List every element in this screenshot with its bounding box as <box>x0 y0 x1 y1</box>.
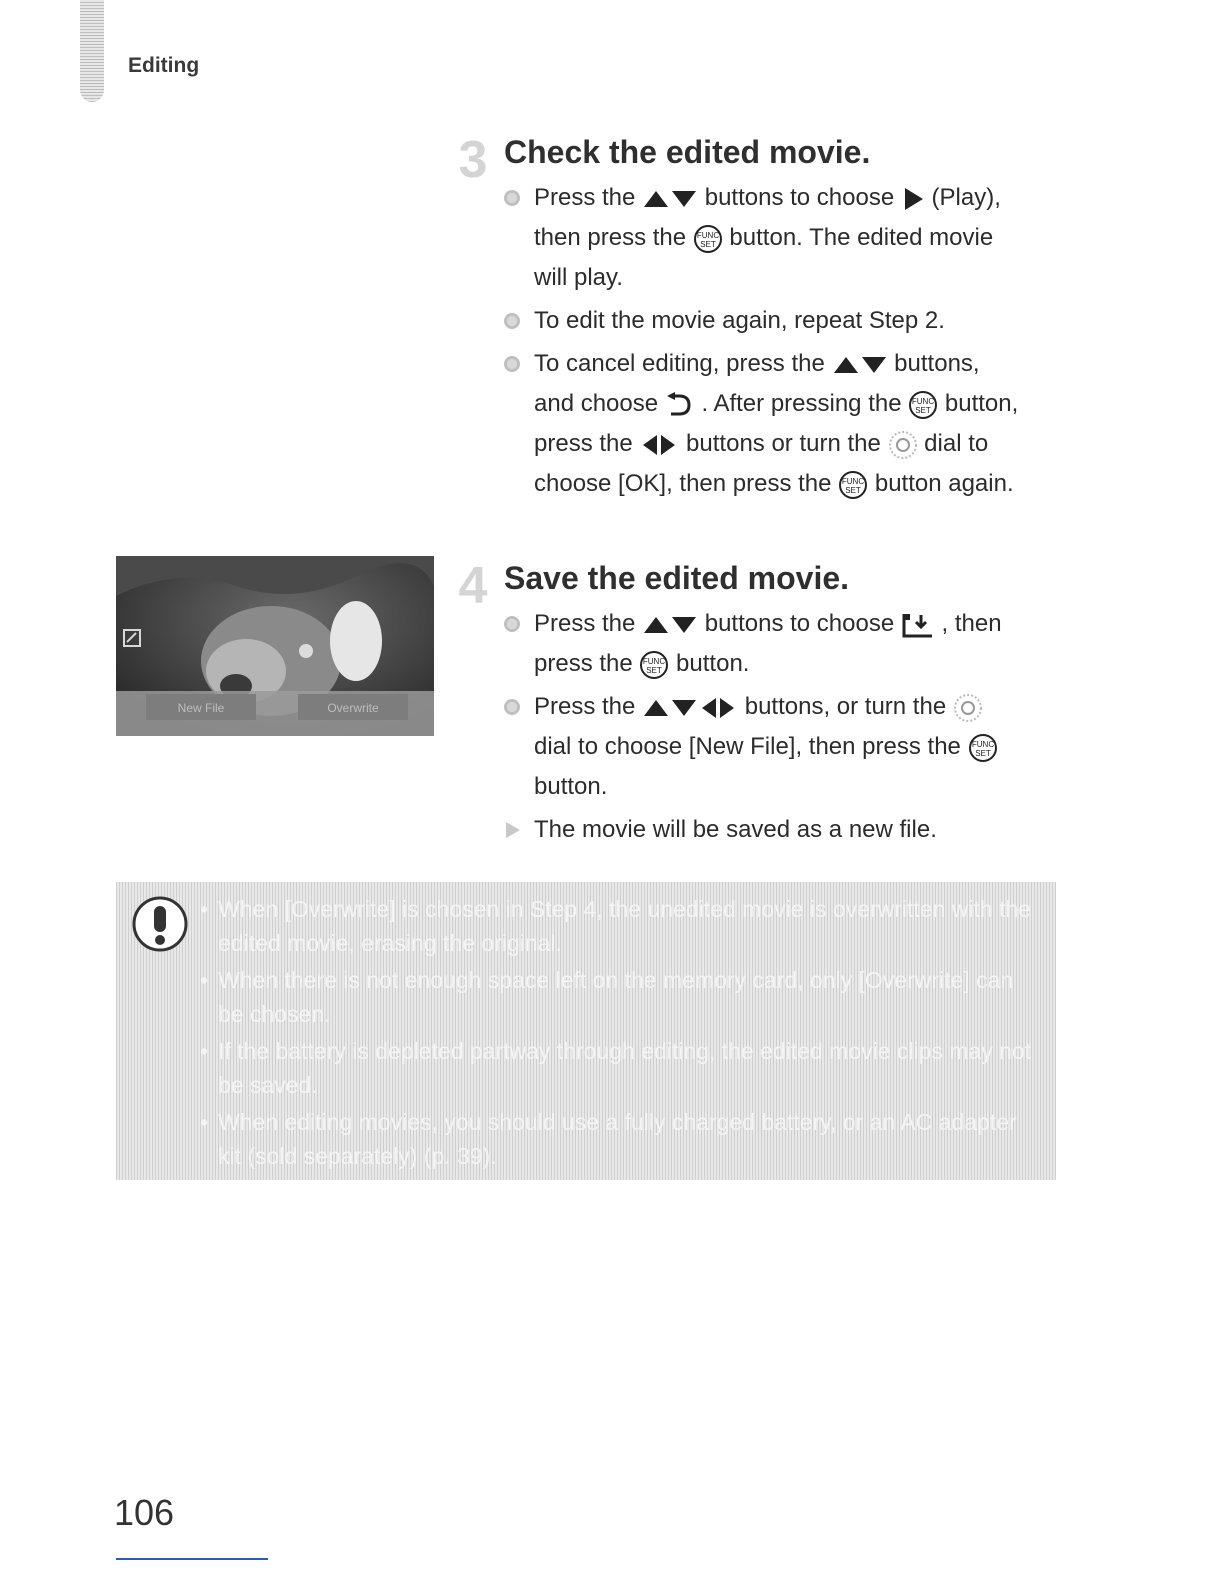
svg-text:SET: SET <box>699 239 716 249</box>
instruction-text: To edit the movie again, repeat Step 2. <box>534 307 945 334</box>
up-down-buttons-icon <box>642 189 698 209</box>
instruction-text: buttons to choose <box>698 184 901 211</box>
bullet-icon <box>504 356 520 372</box>
step-bullets <box>504 178 1024 507</box>
svg-text:SET: SET <box>974 748 991 758</box>
result-item <box>504 810 1024 850</box>
instruction-text: buttons to choose <box>698 610 901 637</box>
svg-text:FUNC: FUNC <box>971 739 994 749</box>
step-heading: Check the edited movie. <box>504 134 871 170</box>
up-down-buttons-icon <box>642 698 698 718</box>
step-heading: Save the edited movie. <box>504 560 850 596</box>
section-title: Editing <box>128 54 200 77</box>
left-right-buttons-icon <box>698 696 738 720</box>
func-set-button-icon <box>908 390 938 420</box>
caution-exclamation-icon <box>130 894 190 954</box>
caution-item: • When [Overwrite] is chosen in Step 4, the unedited movie is overwritten with the edited movie, erasing the original. <box>200 892 1040 960</box>
section-tab-marker <box>80 0 104 102</box>
instruction-text: The movie will be saved as a new file. <box>534 816 937 843</box>
svg-text:FUNC: FUNC <box>912 396 935 406</box>
svg-text:FUNC: FUNC <box>696 230 719 240</box>
step-number: 4 <box>458 557 488 615</box>
caution-list <box>200 892 1040 1176</box>
instruction-text: Press the <box>534 184 643 211</box>
step-4 <box>452 557 1072 860</box>
cancel-undo-icon <box>665 392 695 418</box>
svg-text:SET: SET <box>845 485 861 495</box>
func-set-button-icon <box>693 224 723 254</box>
func-set-button-icon <box>838 470 868 500</box>
caution-item: • When there is not enough space left on the memory card, only [Overwrite] can be chosen. <box>200 963 1040 1031</box>
instruction-text: button again. <box>868 470 1014 497</box>
instruction-item <box>504 178 1024 298</box>
up-down-buttons-icon <box>642 615 698 635</box>
caution-item: • When editing movies, you should use a fully charged battery, or an AC adapter kit (sold separately) (p. 39). <box>200 1105 1040 1173</box>
instruction-text: dial to choose [New File], then press the <box>534 733 968 760</box>
new-file-option: New File <box>177 701 225 715</box>
svg-text:FUNC: FUNC <box>842 476 865 486</box>
instruction-text: button. <box>669 650 750 677</box>
instruction-item <box>504 344 1024 504</box>
bullet-icon <box>504 699 520 715</box>
bullet-icon <box>504 616 520 632</box>
overwrite-option: Overwrite <box>327 701 379 715</box>
instruction-text: button. <box>534 773 608 800</box>
footer-link-line <box>116 1558 268 1560</box>
func-set-button-icon <box>968 733 998 763</box>
control-dial-icon <box>888 430 918 460</box>
func-set-button-icon <box>639 650 669 680</box>
save-icon <box>901 611 935 639</box>
play-icon <box>901 186 925 212</box>
result-arrow-icon <box>506 822 520 838</box>
left-right-buttons-icon <box>639 433 679 457</box>
instruction-text: dial to choose [OK], then press the <box>534 430 989 497</box>
caution-item: • If the battery is depleted partway through editing, the edited movie clips may not be saved. <box>200 1034 1040 1102</box>
instruction-text: buttons, and choose <box>534 350 980 417</box>
up-down-buttons-icon <box>832 355 888 375</box>
step-number: 3 <box>458 131 488 189</box>
instruction-text: Press the <box>534 610 643 637</box>
instruction-text: buttons, or turn the <box>738 693 953 720</box>
step-3 <box>452 131 1072 534</box>
movie-frame-illustration <box>116 556 434 736</box>
instruction-text: button, press the <box>534 390 1019 457</box>
instruction-text: . After pressing the <box>694 390 909 417</box>
svg-text:FUNC: FUNC <box>643 656 666 666</box>
caution-box <box>116 882 1056 1180</box>
instruction-text: , then press the <box>534 610 1002 677</box>
control-dial-icon <box>953 693 983 723</box>
instruction-item <box>504 687 1024 807</box>
instruction-text: To cancel editing, press the <box>534 350 832 377</box>
instruction-text: button. The edited movie will play. <box>534 224 994 291</box>
bullet-icon <box>504 313 520 329</box>
instruction-text: (Play), then press the <box>534 184 1001 251</box>
instruction-item <box>504 301 1024 341</box>
movie-screen-image <box>116 556 434 736</box>
instruction-text: buttons or turn the <box>679 430 888 457</box>
page-number: 106 <box>114 1492 175 1533</box>
svg-text:SET: SET <box>915 405 932 415</box>
svg-text:SET: SET <box>646 665 663 675</box>
step-bullets <box>504 604 1024 853</box>
instruction-text: Press the <box>534 693 643 720</box>
instruction-item <box>504 604 1024 684</box>
bullet-icon <box>504 190 520 206</box>
